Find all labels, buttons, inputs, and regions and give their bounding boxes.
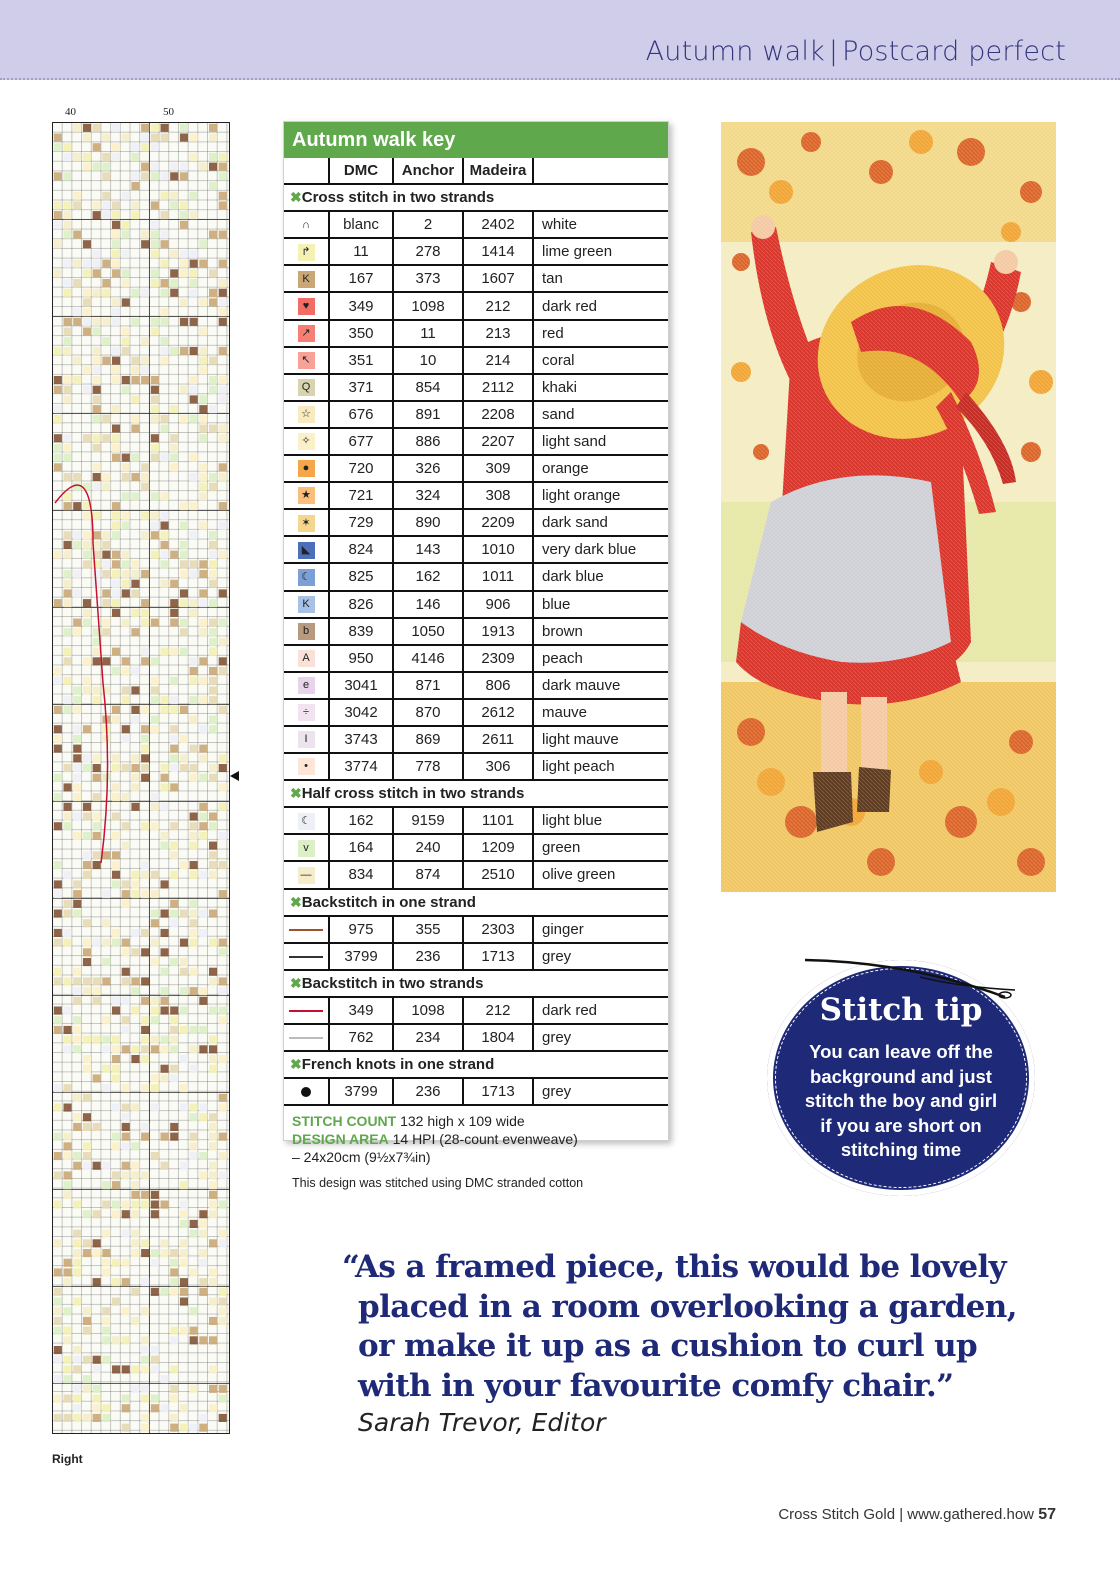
key-colour-name: dark mauve <box>533 672 668 699</box>
key-dmc-code: 826 <box>329 591 393 618</box>
key-anchor-code: 1050 <box>393 618 463 645</box>
key-section-title: Backstitch in two strands <box>301 974 484 992</box>
key-madeira-code: 2208 <box>463 401 533 428</box>
key-row <box>284 455 668 482</box>
key-section-title: Backstitch in one strand <box>301 893 476 911</box>
key-madeira-code: 2611 <box>463 726 533 753</box>
cross-icon: ✖ <box>290 974 302 991</box>
key-dmc-code: 3774 <box>329 753 393 780</box>
key-madeira-code: 1913 <box>463 618 533 645</box>
key-row <box>284 265 668 292</box>
symbol-swatch-icon: ★ <box>298 487 315 504</box>
key-madeira-code: 2402 <box>463 211 533 238</box>
symbol-swatch-icon: ☾ <box>298 813 315 830</box>
quote-line: with in your favourite comfy chair.” <box>358 1367 954 1404</box>
key-madeira-code: 1804 <box>463 1024 533 1051</box>
chart-cells <box>54 124 227 1432</box>
symbol-swatch-icon: ↱ <box>298 244 315 261</box>
symbol-swatch-icon: ÷ <box>298 704 315 721</box>
key-colour-name: orange <box>533 455 668 482</box>
key-madeira-code: 1011 <box>463 563 533 590</box>
symbol-swatch-icon: I <box>298 731 315 748</box>
design-area-value: 14 HPI (28-count evenweave) <box>392 1131 578 1148</box>
key-row <box>284 591 668 618</box>
key-dmc-code: 167 <box>329 265 393 292</box>
key-table <box>284 158 668 1106</box>
key-anchor-code: 4146 <box>393 645 463 672</box>
key-anchor-code: 11 <box>393 320 463 347</box>
key-dmc-code: 762 <box>329 1024 393 1051</box>
key-anchor-code: 326 <box>393 455 463 482</box>
symbol-swatch-icon: ● <box>298 460 315 477</box>
key-madeira-code: 1010 <box>463 536 533 563</box>
key-dmc-code: 351 <box>329 347 393 374</box>
key-row <box>284 726 668 753</box>
editor-quote <box>342 1248 1017 1406</box>
chart-col-label: 50 <box>163 106 174 118</box>
cross-icon: ✖ <box>290 1056 302 1073</box>
symbol-swatch-icon: • <box>298 758 315 775</box>
footer-magazine: Cross Stitch Gold <box>778 1506 896 1523</box>
key-madeira-code: 906 <box>463 591 533 618</box>
key-dmc-code: 721 <box>329 482 393 509</box>
symbol-swatch-icon: — <box>298 867 315 884</box>
key-colour-name: brown <box>533 618 668 645</box>
key-dmc-code: 349 <box>329 997 393 1024</box>
key-madeira-code: 306 <box>463 753 533 780</box>
chart-column-numbers <box>52 106 232 120</box>
key-madeira-code: 2207 <box>463 428 533 455</box>
key-dmc-code: 371 <box>329 374 393 401</box>
key-dmc-code: 834 <box>329 861 393 888</box>
chart-centre-arrow-icon <box>230 771 239 781</box>
key-colour-name: light blue <box>533 807 668 834</box>
key-colour-name: dark blue <box>533 563 668 590</box>
key-row <box>284 238 668 265</box>
key-colour-name: light orange <box>533 482 668 509</box>
key-anchor-code: 278 <box>393 238 463 265</box>
chart-col-label: 40 <box>65 106 76 118</box>
design-area-label: DESIGN AREA <box>292 1131 389 1148</box>
key-dmc-code: 839 <box>329 618 393 645</box>
key-anchor-code: 854 <box>393 374 463 401</box>
key-row <box>284 672 668 699</box>
key-madeira-code: 1607 <box>463 265 533 292</box>
key-dmc-code: 164 <box>329 834 393 861</box>
stitch-count-value: 132 high x 109 wide <box>400 1113 525 1130</box>
key-row <box>284 401 668 428</box>
key-madeira-code: 2112 <box>463 374 533 401</box>
key-madeira-code: 1713 <box>463 1078 533 1105</box>
chart-caption: Right <box>52 1452 83 1466</box>
key-header-row <box>284 158 668 184</box>
key-dmc-code: 676 <box>329 401 393 428</box>
key-dmc-code: 950 <box>329 645 393 672</box>
key-colour-name: light mauve <box>533 726 668 753</box>
key-anchor-code: 373 <box>393 265 463 292</box>
key-dmc-code: 720 <box>329 455 393 482</box>
key-section-title: Cross stitch in two strands <box>301 189 495 207</box>
key-row <box>284 292 668 319</box>
key-anchor-code: 9159 <box>393 807 463 834</box>
symbol-swatch-icon: ✧ <box>298 433 315 450</box>
key-row <box>284 834 668 861</box>
tip-line: if you are short on <box>820 1114 982 1136</box>
header-page-title: Postcard perfect <box>842 36 1066 67</box>
backstitch-line-icon <box>289 1037 323 1039</box>
key-colour-name: red <box>533 320 668 347</box>
key-colour-name: grey <box>533 1024 668 1051</box>
key-anchor-code: 324 <box>393 482 463 509</box>
key-dmc-code: 3799 <box>329 1078 393 1105</box>
key-title: Autumn walk key <box>284 122 668 158</box>
key-colour-name: dark red <box>533 292 668 319</box>
key-anchor-code: 162 <box>393 563 463 590</box>
key-madeira-code: 1101 <box>463 807 533 834</box>
key-dmc-code: 3743 <box>329 726 393 753</box>
key-footer <box>284 1106 668 1198</box>
key-dmc-code: 3042 <box>329 699 393 726</box>
key-anchor-code: 236 <box>393 943 463 970</box>
backstitch-line-icon <box>289 956 323 958</box>
key-row <box>284 536 668 563</box>
tip-line: You can leave off the <box>809 1041 993 1062</box>
needle-icon <box>800 952 1020 1012</box>
key-colour-name: blue <box>533 591 668 618</box>
key-colour-name: sand <box>533 401 668 428</box>
footer-page-number: 57 <box>1038 1506 1056 1523</box>
key-row <box>284 861 668 888</box>
key-anchor-code: 869 <box>393 726 463 753</box>
key-madeira-code: 2510 <box>463 861 533 888</box>
key-dmc-code: 349 <box>329 292 393 319</box>
key-colour-name: coral <box>533 347 668 374</box>
key-row <box>284 482 668 509</box>
header-title: Autumn walk | Postcard perfect <box>645 36 1066 67</box>
key-row <box>284 916 668 943</box>
backstitch-line-icon <box>289 1010 323 1012</box>
key-madeira-code: 1414 <box>463 238 533 265</box>
key-colour-name: grey <box>533 943 668 970</box>
symbol-swatch-icon: b <box>298 623 315 640</box>
french-knot-icon <box>301 1087 311 1097</box>
key-madeira-code: 2309 <box>463 645 533 672</box>
key-anchor-code: 871 <box>393 672 463 699</box>
key-section-title: Half cross stitch in two strands <box>301 785 525 803</box>
key-colour-name: light sand <box>533 428 668 455</box>
key-row <box>284 699 668 726</box>
key-anchor-code: 874 <box>393 861 463 888</box>
key-column-header: DMC <box>329 158 393 184</box>
key-madeira-code: 212 <box>463 292 533 319</box>
symbol-swatch-icon: ∩ <box>298 217 315 234</box>
key-anchor-code: 240 <box>393 834 463 861</box>
key-anchor-code: 10 <box>393 347 463 374</box>
key-madeira-code: 2209 <box>463 509 533 536</box>
key-row <box>284 753 668 780</box>
stitch-key <box>283 121 669 1191</box>
tip-line: stitch the boy and girl <box>804 1090 998 1111</box>
key-row <box>284 997 668 1024</box>
key-row <box>284 211 668 238</box>
key-row <box>284 1078 668 1105</box>
key-anchor-code: 891 <box>393 401 463 428</box>
page-footer: Cross Stitch Gold | www.gathered.how 57 <box>778 1506 1056 1523</box>
key-section-header <box>284 780 668 807</box>
key-row <box>284 320 668 347</box>
symbol-swatch-icon: ☾ <box>298 569 315 586</box>
key-colour-name: grey <box>533 1078 668 1105</box>
cross-icon: ✖ <box>290 785 302 802</box>
key-madeira-code: 308 <box>463 482 533 509</box>
key-section-header <box>284 970 668 997</box>
key-row <box>284 347 668 374</box>
key-anchor-code: 236 <box>393 1078 463 1105</box>
tip-line: stitching time <box>840 1139 962 1160</box>
key-colour-name: peach <box>533 645 668 672</box>
key-dmc-code: 729 <box>329 509 393 536</box>
design-area-size: – 24x20cm (9½x7¾in) <box>292 1149 431 1166</box>
key-dmc-code: 677 <box>329 428 393 455</box>
chart-pattern <box>53 123 229 1433</box>
quote-author: Sarah Trevor, Editor <box>358 1408 606 1437</box>
key-madeira-code: 1713 <box>463 943 533 970</box>
key-anchor-code: 778 <box>393 753 463 780</box>
key-dmc-code: 975 <box>329 916 393 943</box>
key-row <box>284 618 668 645</box>
header-band <box>0 0 1120 80</box>
symbol-swatch-icon: ♥ <box>298 298 315 315</box>
key-colour-name: khaki <box>533 374 668 401</box>
key-column-header: Anchor <box>393 158 463 184</box>
key-colour-name: ginger <box>533 916 668 943</box>
key-dmc-code: 350 <box>329 320 393 347</box>
key-dmc-code: 162 <box>329 807 393 834</box>
quote-line: or make it up as a cushion to curl up <box>358 1328 978 1364</box>
key-row <box>284 509 668 536</box>
stitch-count-label: STITCH COUNT <box>292 1113 397 1130</box>
key-dmc-code: 825 <box>329 563 393 590</box>
key-madeira-code: 213 <box>463 320 533 347</box>
key-anchor-code: 234 <box>393 1024 463 1051</box>
key-row <box>284 563 668 590</box>
symbol-swatch-icon: v <box>298 840 315 857</box>
key-anchor-code: 146 <box>393 591 463 618</box>
key-section-header <box>284 889 668 916</box>
key-madeira-code: 214 <box>463 347 533 374</box>
key-colour-name: light peach <box>533 753 668 780</box>
tip-line: background and just <box>810 1065 992 1087</box>
key-colour-name: white <box>533 211 668 238</box>
symbol-swatch-icon: e <box>298 677 315 694</box>
key-colour-name: very dark blue <box>533 536 668 563</box>
key-anchor-code: 143 <box>393 536 463 563</box>
key-row <box>284 645 668 672</box>
key-section-header <box>284 184 668 211</box>
symbol-swatch-icon: ↖ <box>298 352 315 369</box>
backstitch-line-icon <box>289 929 323 931</box>
key-column-header: Madeira <box>463 158 533 184</box>
key-row <box>284 1024 668 1051</box>
cross-stitch-chart <box>52 122 230 1434</box>
tip-title: Stitch tip <box>819 992 983 1028</box>
key-section-title: French knots in one strand <box>301 1056 495 1074</box>
quote-line: “As a framed piece, this would be lovely <box>342 1249 1007 1285</box>
symbol-swatch-icon: K <box>298 271 315 288</box>
key-row <box>284 943 668 970</box>
key-dmc-code: 3041 <box>329 672 393 699</box>
symbol-swatch-icon: K <box>298 596 315 613</box>
key-colour-name: olive green <box>533 861 668 888</box>
stitched-design-photo <box>721 122 1056 892</box>
symbol-swatch-icon: ↗ <box>298 325 315 342</box>
key-colour-name: green <box>533 834 668 861</box>
key-madeira-code: 2612 <box>463 699 533 726</box>
key-colour-name: tan <box>533 265 668 292</box>
symbol-swatch-icon: A <box>298 650 315 667</box>
key-dmc-code: blanc <box>329 211 393 238</box>
key-madeira-code: 2303 <box>463 916 533 943</box>
key-anchor-code: 2 <box>393 211 463 238</box>
symbol-swatch-icon: ☆ <box>298 406 315 423</box>
key-row <box>284 428 668 455</box>
key-row <box>284 807 668 834</box>
key-dmc-code: 824 <box>329 536 393 563</box>
key-anchor-code: 870 <box>393 699 463 726</box>
tip-text <box>789 1040 1013 1163</box>
key-madeira-code: 309 <box>463 455 533 482</box>
symbol-swatch-icon: ◣ <box>298 542 315 559</box>
key-colour-name: dark sand <box>533 509 668 536</box>
key-anchor-code: 1098 <box>393 292 463 319</box>
key-anchor-code: 1098 <box>393 997 463 1024</box>
cross-icon: ✖ <box>290 189 302 206</box>
key-colour-name: mauve <box>533 699 668 726</box>
key-colour-name: lime green <box>533 238 668 265</box>
key-madeira-code: 1209 <box>463 834 533 861</box>
footer-url: www.gathered.how <box>907 1506 1035 1523</box>
key-dmc-code: 3799 <box>329 943 393 970</box>
key-madeira-code: 806 <box>463 672 533 699</box>
quote-line: placed in a room overlooking a garden, <box>358 1288 1017 1325</box>
thread-note: This design was stitched using DMC stranded cotton <box>292 1176 584 1191</box>
key-anchor-code: 355 <box>393 916 463 943</box>
key-dmc-code: 11 <box>329 238 393 265</box>
key-colour-name: dark red <box>533 997 668 1024</box>
symbol-swatch-icon: ✶ <box>298 515 315 532</box>
key-madeira-code: 212 <box>463 997 533 1024</box>
key-section-header <box>284 1051 668 1078</box>
key-row <box>284 374 668 401</box>
key-anchor-code: 886 <box>393 428 463 455</box>
header-section: Autumn walk <box>645 36 825 67</box>
key-anchor-code: 890 <box>393 509 463 536</box>
cross-icon: ✖ <box>290 893 302 910</box>
symbol-swatch-icon: Q <box>298 379 315 396</box>
